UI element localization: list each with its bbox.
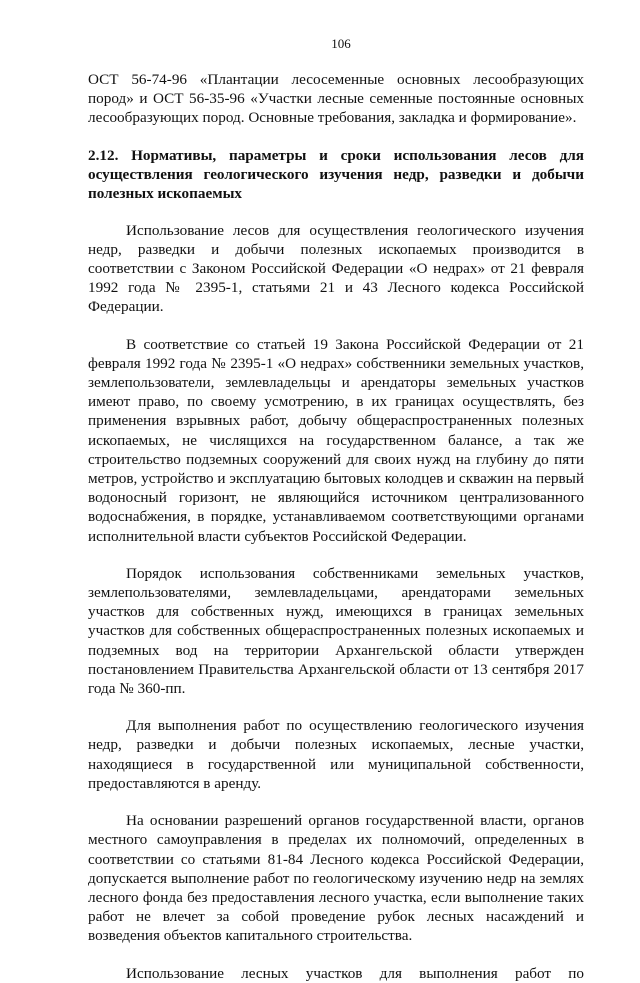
paragraph-permissions: На основании разрешений органов государственной власти, органов местного самоуправления в пределах их полномочий, определенных в соответствии со статьями 81-84 Лесного кодекса Российской Федерации, допускается выполнение работ по геологическому изучению недр на землях лесного фонда без предоставления лесного участка, если выполнение таких работ не влечет за собой проведение рубок лесных насаждений и возведения объектов капитального строительства. bbox=[88, 812, 584, 945]
last-line-word: Использование bbox=[126, 964, 224, 982]
paragraph-continued-line bbox=[88, 964, 584, 983]
paragraph-article-19: В соответствие со статьей 19 Закона Российской Федерации от 21 февраля 1992 года № 2395-1 «О недрах» собственники земельных участков, землепользователи, землевладельцы и арендаторы земельных участков имеют право, по своему усмотрению, в их границах осуществлять, без применения взрывных работ, добычу общераспространенных полезных ископаемых, не числящихся на государственном балансе, а так же строительство подземных сооружений для своих нужд на глубину до пяти метров, устройство и эксплуатацию бытовых колодцев и скважин на первый водоносный горизонт, не являющийся источником централизованного водоснабжения, в порядке, устанавливаемом соответствующими органами исполнительной власти субъектов Российской Федерации. bbox=[88, 335, 584, 545]
paragraph-procedure: Порядок использования собственниками земельных участков, землепользователями, землевладельцами, арендаторами земельных участков для собственных нужд, имеющихся в границах земельных участков для собственных общераспространенных полезных ископаемых и подземных вод на территории Архангельской области утвержден постановлением Правительства Архангельской области от 13 сентября 2017 года № 360-пп. bbox=[88, 564, 584, 698]
last-line-word: лесных bbox=[241, 964, 289, 982]
page-number: 106 bbox=[331, 36, 351, 51]
section-heading-2-12: 2.12. Нормативы, параметры и сроки использования лесов для осуществления геологического изучения недр, разведки и добычи полезных ископаемых bbox=[88, 146, 584, 202]
paragraph-ost-standards: ОСТ 56-74-96 «Плантации лесосеменные основных лесообразующих пород» и ОСТ 56-35-96 «Участки лесные семенные постоянные основных лесообразующих пород. Основные требования, закладка и формирование». bbox=[88, 71, 584, 127]
last-line-word: по bbox=[568, 964, 584, 982]
last-line-word: выполнения bbox=[419, 964, 498, 982]
last-line-word: работ bbox=[514, 964, 552, 982]
paragraph-use-of-forests: Использование лесов для осуществления геологического изучения недр, разведки и добычи полезных ископаемых производится в соответствии с Законом Российской Федерации «О недрах» от 21 февраля 1992 года № 2395-1, статьями 21 и 43 Лесного кодекса Российской Федерации. bbox=[88, 221, 584, 316]
paragraph-lease: Для выполнения работ по осуществлению геологического изучения недр, разведки и добычи полезных ископаемых, лесные участки, находящиеся в государственной или муниципальной собственности, предоставляются в аренду. bbox=[88, 717, 584, 792]
last-line-word: участков bbox=[305, 964, 363, 982]
last-line-word: для bbox=[379, 964, 402, 982]
